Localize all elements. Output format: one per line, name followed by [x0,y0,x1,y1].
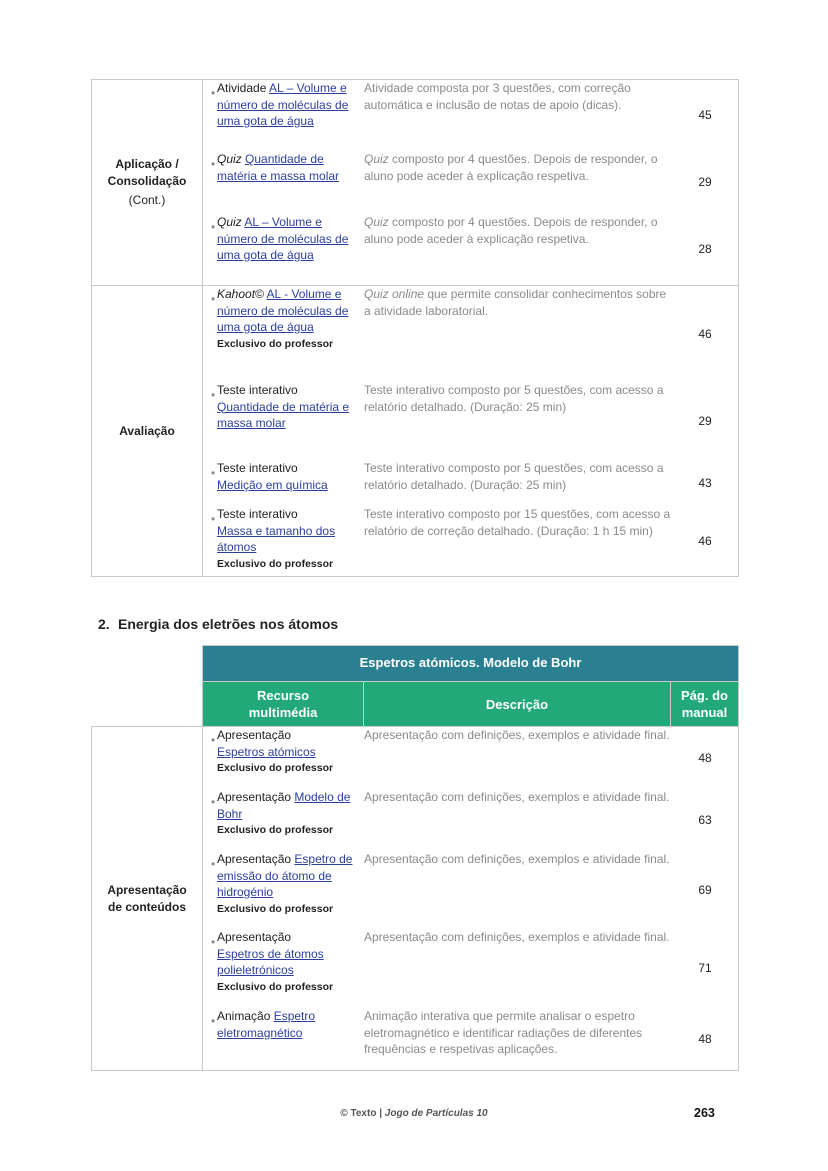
section-label: Apresentação de conteúdos [107,883,187,914]
section-title: Energia dos eletrões nos átomos [118,616,339,632]
table-title: Espetros atómicos. Modelo de Bohr [203,646,739,682]
page-number: 69 [698,882,712,897]
description: Apresentação com definições, exemplos e atividade final. [364,852,670,866]
section-sub: (Cont.) [128,193,166,208]
table-row [203,506,739,576]
bullet: • [211,733,216,747]
resource-link[interactable]: Espetro eletromagnético [217,1009,316,1040]
description: Quiz composto por 4 questões. Depois de responder, o aluno pode aceder à explicação respetiva. [364,215,658,246]
bullet: • [211,795,216,809]
resource-prefix: Atividade [217,81,270,95]
resource-prefix: Quiz [217,152,242,166]
resources-table-continued [91,79,739,577]
table-row [203,851,739,929]
description: Quiz online que permite consolidar conhecimentos sobre a atividade laboratorial. [364,287,667,318]
page-number: 29 [698,175,712,190]
exclusive-note: Exclusivo do professor [217,902,334,915]
resource-prefix: Teste interativo [217,507,298,521]
description: Apresentação com definições, exemplos e atividade final. [364,790,670,804]
page-number: 45 [698,108,712,123]
resource-link[interactable]: Modelo de Bohr [217,790,351,821]
table-row [203,382,739,460]
group-avaliacao [92,286,739,577]
resource-prefix: Animação [217,1009,274,1023]
group-rows [203,727,739,1070]
footer-credit: © Texto | Jogo de Partículas 10 [340,1108,488,1119]
description: Teste interativo composto por 15 questões, com acesso a relatório de correção detalhado. (Duração: 1 h 15 min) [364,507,671,538]
table-row [203,929,739,1008]
section-number: 2. [98,616,110,632]
description: Apresentação com definições, exemplos e atividade final. [364,728,670,742]
section-label: Aplicação / Consolidação [107,157,187,188]
exclusive-note: Exclusivo do professor [217,762,334,774]
header-page: Pág. do manual [671,682,739,727]
table-row [203,727,739,789]
exclusive-note: Exclusivo do professor [217,337,334,350]
section-heading [98,616,338,632]
group-aplicacao [92,80,739,286]
resource-prefix: Apresentação [217,852,295,866]
page-number: 29 [698,413,712,428]
resource-link[interactable]: AL – Volume e número de moléculas de uma gota de água [217,215,349,262]
resources-table-bohr [91,645,739,1071]
page-number: 46 [698,326,712,341]
resource-prefix: Kahoot© [217,287,264,301]
table-row [203,80,739,151]
exclusive-note: Exclusivo do professor [217,557,334,570]
resource-link[interactable]: Medição em química [217,477,328,492]
resource-link[interactable]: Espetros de átomos polieletrónicos [217,946,324,977]
description: Quiz composto por 4 questões. Depois de responder, o aluno pode aceder à explicação respetiva. [364,152,658,183]
resource-link[interactable]: Espetros atómicos [217,744,316,759]
bullet: • [211,466,216,480]
page-number: 46 [698,533,712,548]
resource-prefix: Apresentação [217,930,292,944]
resource-link[interactable]: Quantidade de matéria e massa molar [217,152,340,183]
book-title: Jogo de Partículas 10 [384,1108,488,1119]
section-cell [92,80,203,286]
bullet: • [211,388,216,402]
bullet: • [211,157,216,171]
description: Teste interativo composto por 5 questões, com acesso a relatório detalhado. (Duração: 25 min) [364,461,664,492]
bullet: • [211,220,216,234]
page-number: 48 [698,1031,712,1046]
description: Teste interativo composto por 5 questões, com acesso a relatório detalhado. (Duração: 25 min) [364,383,664,414]
bullet: • [211,292,216,306]
resource-link[interactable]: Espetro de emissão do átomo de hidrogénio [217,852,353,899]
page-number: 28 [698,242,712,257]
page-number: 63 [698,812,712,827]
bullet: • [211,935,216,949]
bullet: • [211,857,216,871]
table-row [203,286,739,382]
resource-link[interactable]: Quantidade de matéria e massa molar [217,399,350,430]
page-number-footer: 263 [694,1106,715,1120]
table-row [203,214,739,285]
section-label: Avaliação [119,423,175,438]
section-cell [92,727,203,1071]
resource-link[interactable]: Massa e tamanho dos átomos [217,523,336,554]
resource-prefix: Quiz [217,215,242,229]
table-row [203,460,739,506]
exclusive-note: Exclusivo do professor [217,980,334,993]
resource-prefix: Teste interativo [217,461,298,475]
resource-link[interactable]: AL – Volume e número de moléculas de uma gota de água [217,81,349,128]
header-description: Descrição [364,682,671,727]
exclusive-note: Exclusivo do professor [217,824,334,836]
bullet: • [211,512,216,526]
description: Apresentação com definições, exemplos e atividade final. [364,930,670,944]
resource-link[interactable]: AL - Volume e número de moléculas de uma gota de água [217,287,349,334]
table-row [203,151,739,214]
resource-prefix: Teste interativo [217,383,298,397]
bullet: • [211,86,216,100]
table-row [203,1008,739,1070]
page-number: 48 [698,750,712,765]
resource-prefix: Apresentação [217,790,295,804]
bullet: • [211,1014,216,1028]
table-row [203,789,739,851]
page-number: 43 [698,475,712,490]
group-rows [203,80,739,285]
page-number: 71 [698,961,712,976]
header-resource: Recurso multimédia [203,682,364,727]
description: Animação interativa que permite analisar o espetro eletromagnético e identificar radiações de diferentes frequências e respetivas aplicações. [364,1009,643,1056]
group-rows [203,286,739,576]
resource-prefix: Apresentação [217,728,292,742]
description: Atividade composta por 3 questões, com correção automática e inclusão de notas de apoio (dicas). [364,81,631,112]
section-cell [92,286,203,577]
